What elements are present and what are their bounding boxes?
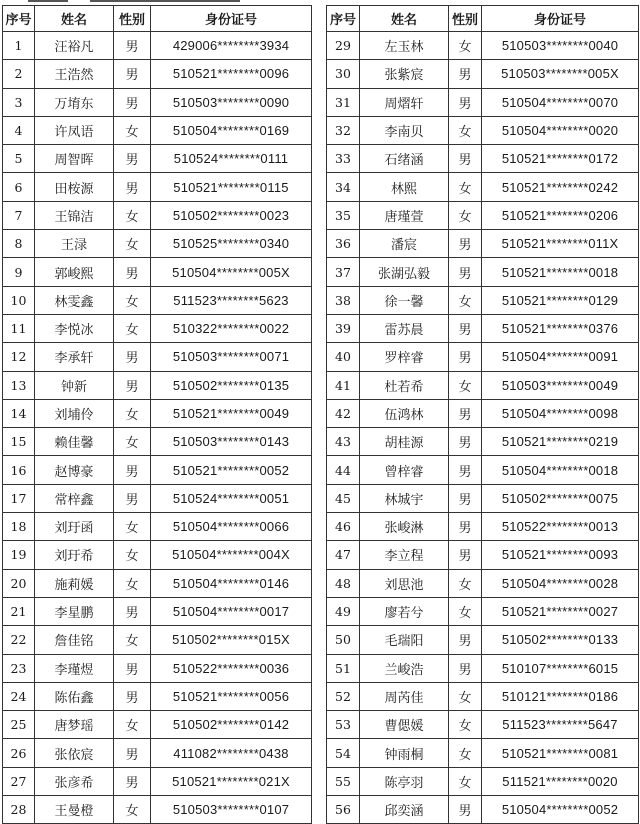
row-gender: 男 xyxy=(114,60,151,88)
table-row xyxy=(3,371,312,399)
row-name: 汪裕凡 xyxy=(35,32,114,60)
row-gender: 男 xyxy=(114,597,151,625)
table-row xyxy=(3,739,312,767)
row-id-number: 510504********0070 xyxy=(482,88,639,116)
table-row xyxy=(327,60,639,88)
table-row xyxy=(3,513,312,541)
row-gender: 女 xyxy=(449,739,482,767)
row-name: 刘玗希 xyxy=(35,541,114,569)
row-gender: 男 xyxy=(449,654,482,682)
row-id-number: 510504********0028 xyxy=(482,569,639,597)
row-serial-number: 13 xyxy=(3,371,35,399)
header-gender: 性别 xyxy=(449,6,482,32)
row-name: 陈佑鑫 xyxy=(35,682,114,710)
row-name: 邱奕涵 xyxy=(360,796,449,824)
table-header-row xyxy=(3,6,312,32)
row-name: 左玉林 xyxy=(360,32,449,60)
row-id-number: 411082********0438 xyxy=(151,739,312,767)
table-row xyxy=(3,484,312,512)
row-name: 罗梓睿 xyxy=(360,343,449,371)
row-gender: 女 xyxy=(449,201,482,229)
row-name: 李承轩 xyxy=(35,343,114,371)
table-row xyxy=(3,767,312,795)
table-row xyxy=(327,314,639,342)
table-row xyxy=(327,541,639,569)
row-gender: 男 xyxy=(114,767,151,795)
row-id-number: 510503********005X xyxy=(482,60,639,88)
row-id-number: 510502********0133 xyxy=(482,626,639,654)
row-serial-number: 22 xyxy=(3,626,35,654)
row-name: 王曼橙 xyxy=(35,796,114,824)
row-name: 赵博豪 xyxy=(35,456,114,484)
row-serial-number: 15 xyxy=(3,428,35,456)
row-serial-number: 39 xyxy=(327,314,360,342)
row-id-number: 510502********0135 xyxy=(151,371,312,399)
row-gender: 女 xyxy=(449,767,482,795)
row-name: 万堉东 xyxy=(35,88,114,116)
row-serial-number: 48 xyxy=(327,569,360,597)
row-name: 雷苏晨 xyxy=(360,314,449,342)
row-gender: 男 xyxy=(449,230,482,258)
table-row xyxy=(3,258,312,286)
row-name: 曾梓睿 xyxy=(360,456,449,484)
row-serial-number: 50 xyxy=(327,626,360,654)
row-gender: 男 xyxy=(114,682,151,710)
row-name: 赖佳馨 xyxy=(35,428,114,456)
row-id-number: 510503********0049 xyxy=(482,371,639,399)
row-serial-number: 8 xyxy=(3,230,35,258)
table-row xyxy=(327,399,639,427)
row-serial-number: 19 xyxy=(3,541,35,569)
row-name: 周芮佳 xyxy=(360,682,449,710)
table-row xyxy=(327,682,639,710)
row-gender: 男 xyxy=(114,32,151,60)
row-name: 钟雨桐 xyxy=(360,739,449,767)
row-id-number: 510121********0186 xyxy=(482,682,639,710)
row-gender: 男 xyxy=(114,654,151,682)
row-gender: 男 xyxy=(449,258,482,286)
row-serial-number: 18 xyxy=(3,513,35,541)
row-id-number: 510504********004X xyxy=(151,541,312,569)
row-gender: 男 xyxy=(114,371,151,399)
table-row xyxy=(3,569,312,597)
table-row xyxy=(3,597,312,625)
row-gender: 男 xyxy=(114,484,151,512)
row-name: 张依宸 xyxy=(35,739,114,767)
row-gender: 女 xyxy=(114,399,151,427)
row-gender: 男 xyxy=(114,258,151,286)
row-serial-number: 44 xyxy=(327,456,360,484)
table-row xyxy=(327,286,639,314)
row-gender: 男 xyxy=(449,145,482,173)
row-serial-number: 31 xyxy=(327,88,360,116)
row-name: 李悦冰 xyxy=(35,314,114,342)
row-gender: 男 xyxy=(449,626,482,654)
table-row xyxy=(327,88,639,116)
table-row xyxy=(3,428,312,456)
table-row xyxy=(3,145,312,173)
row-serial-number: 4 xyxy=(3,116,35,144)
table-row xyxy=(327,32,639,60)
row-id-number: 510521********0027 xyxy=(482,597,639,625)
row-id-number: 510503********0071 xyxy=(151,343,312,371)
row-gender: 男 xyxy=(114,173,151,201)
row-serial-number: 3 xyxy=(3,88,35,116)
row-name: 毛瑞阳 xyxy=(360,626,449,654)
row-name: 周熠轩 xyxy=(360,88,449,116)
row-id-number: 510503********0107 xyxy=(151,796,312,824)
row-name: 林城宇 xyxy=(360,484,449,512)
table-row xyxy=(3,626,312,654)
row-id-number: 510521********0081 xyxy=(482,739,639,767)
table-row xyxy=(327,569,639,597)
table-row xyxy=(327,654,639,682)
table-row xyxy=(327,626,639,654)
row-serial-number: 52 xyxy=(327,682,360,710)
row-name: 张彦希 xyxy=(35,767,114,795)
row-id-number: 510521********0018 xyxy=(482,258,639,286)
row-name: 兰峻浩 xyxy=(360,654,449,682)
row-id-number: 510521********0096 xyxy=(151,60,312,88)
row-gender: 男 xyxy=(449,88,482,116)
table-row xyxy=(3,399,312,427)
row-serial-number: 14 xyxy=(3,399,35,427)
row-id-number: 510504********0169 xyxy=(151,116,312,144)
table-row xyxy=(327,371,639,399)
row-id-number: 429006********3934 xyxy=(151,32,312,60)
row-name: 钟新 xyxy=(35,371,114,399)
row-id-number: 510502********0142 xyxy=(151,711,312,739)
row-name: 刘思池 xyxy=(360,569,449,597)
row-serial-number: 45 xyxy=(327,484,360,512)
row-serial-number: 5 xyxy=(3,145,35,173)
row-name: 许凤语 xyxy=(35,116,114,144)
table-row xyxy=(327,767,639,795)
row-name: 廖若兮 xyxy=(360,597,449,625)
header-name: 姓名 xyxy=(35,6,114,32)
row-gender: 女 xyxy=(114,541,151,569)
table-row xyxy=(3,654,312,682)
row-gender: 女 xyxy=(114,314,151,342)
table-row xyxy=(3,682,312,710)
row-name: 林熙 xyxy=(360,173,449,201)
table-row xyxy=(327,513,639,541)
row-serial-number: 51 xyxy=(327,654,360,682)
row-name: 林雯鑫 xyxy=(35,286,114,314)
row-gender: 女 xyxy=(114,513,151,541)
row-id-number: 510504********0066 xyxy=(151,513,312,541)
row-id-number: 510521********0376 xyxy=(482,314,639,342)
row-serial-number: 6 xyxy=(3,173,35,201)
row-serial-number: 11 xyxy=(3,314,35,342)
row-gender: 女 xyxy=(114,428,151,456)
row-gender: 男 xyxy=(449,60,482,88)
row-gender: 男 xyxy=(449,513,482,541)
row-name: 王浩然 xyxy=(35,60,114,88)
row-name: 刘埔伶 xyxy=(35,399,114,427)
row-serial-number: 49 xyxy=(327,597,360,625)
table-row xyxy=(327,116,639,144)
row-gender: 女 xyxy=(114,286,151,314)
row-name: 李星鹏 xyxy=(35,597,114,625)
row-serial-number: 28 xyxy=(3,796,35,824)
row-gender: 女 xyxy=(449,32,482,60)
row-name: 施莉媛 xyxy=(35,569,114,597)
table-header-row xyxy=(327,6,639,32)
row-name: 唐瑾萱 xyxy=(360,201,449,229)
row-id-number: 510504********0098 xyxy=(482,399,639,427)
row-name: 伍鸿林 xyxy=(360,399,449,427)
row-serial-number: 32 xyxy=(327,116,360,144)
table-row xyxy=(327,343,639,371)
row-serial-number: 26 xyxy=(3,739,35,767)
row-name: 曹偲媛 xyxy=(360,711,449,739)
header-serial-number: 序号 xyxy=(3,6,35,32)
row-id-number: 510504********0018 xyxy=(482,456,639,484)
row-name: 张湖弘毅 xyxy=(360,258,449,286)
row-name: 田桉源 xyxy=(35,173,114,201)
row-name: 陈亭羽 xyxy=(360,767,449,795)
row-id-number: 510502********0023 xyxy=(151,201,312,229)
row-gender: 女 xyxy=(114,626,151,654)
row-gender: 男 xyxy=(114,739,151,767)
row-name: 张峻淋 xyxy=(360,513,449,541)
row-id-number: 510503********0143 xyxy=(151,428,312,456)
row-gender: 女 xyxy=(114,116,151,144)
row-gender: 女 xyxy=(114,796,151,824)
table-row xyxy=(327,597,639,625)
row-serial-number: 20 xyxy=(3,569,35,597)
row-id-number: 510521********0093 xyxy=(482,541,639,569)
row-gender: 男 xyxy=(449,456,482,484)
header-gender: 性别 xyxy=(114,6,151,32)
row-gender: 男 xyxy=(449,343,482,371)
table-row xyxy=(3,32,312,60)
row-serial-number: 10 xyxy=(3,286,35,314)
row-serial-number: 30 xyxy=(327,60,360,88)
row-id-number: 510503********0040 xyxy=(482,32,639,60)
row-id-number: 511523********5647 xyxy=(482,711,639,739)
row-serial-number: 25 xyxy=(3,711,35,739)
table-row xyxy=(327,230,639,258)
row-name: 石绪涵 xyxy=(360,145,449,173)
row-serial-number: 37 xyxy=(327,258,360,286)
table-row xyxy=(3,286,312,314)
table-row xyxy=(327,484,639,512)
table-row xyxy=(327,428,639,456)
row-gender: 男 xyxy=(449,796,482,824)
table-row xyxy=(327,796,639,824)
row-serial-number: 33 xyxy=(327,145,360,173)
row-name: 胡桂源 xyxy=(360,428,449,456)
row-id-number: 510521********0242 xyxy=(482,173,639,201)
row-name: 李瑾煜 xyxy=(35,654,114,682)
row-serial-number: 27 xyxy=(3,767,35,795)
row-id-number: 511521********0020 xyxy=(482,767,639,795)
row-name: 王渌 xyxy=(35,230,114,258)
row-gender: 女 xyxy=(449,597,482,625)
row-id-number: 511523********5623 xyxy=(151,286,312,314)
header-serial-number: 序号 xyxy=(327,6,360,32)
row-gender: 女 xyxy=(114,201,151,229)
row-gender: 男 xyxy=(114,88,151,116)
row-gender: 女 xyxy=(449,286,482,314)
row-gender: 男 xyxy=(449,399,482,427)
row-name: 常梓鑫 xyxy=(35,484,114,512)
row-serial-number: 41 xyxy=(327,371,360,399)
row-serial-number: 29 xyxy=(327,32,360,60)
table-row xyxy=(3,60,312,88)
row-serial-number: 35 xyxy=(327,201,360,229)
row-serial-number: 24 xyxy=(3,682,35,710)
table-row xyxy=(327,201,639,229)
row-id-number: 510521********0206 xyxy=(482,201,639,229)
row-gender: 男 xyxy=(449,484,482,512)
row-gender: 男 xyxy=(449,314,482,342)
row-id-number: 510521********0052 xyxy=(151,456,312,484)
row-serial-number: 16 xyxy=(3,456,35,484)
row-id-number: 510503********0090 xyxy=(151,88,312,116)
row-serial-number: 56 xyxy=(327,796,360,824)
roster-table-right xyxy=(326,5,639,824)
table-row xyxy=(3,711,312,739)
row-id-number: 510107********6015 xyxy=(482,654,639,682)
row-gender: 男 xyxy=(114,456,151,484)
row-id-number: 510504********005X xyxy=(151,258,312,286)
table-row xyxy=(327,145,639,173)
row-name: 唐梦瑶 xyxy=(35,711,114,739)
row-serial-number: 55 xyxy=(327,767,360,795)
table-row xyxy=(3,541,312,569)
row-gender: 男 xyxy=(449,541,482,569)
table-row xyxy=(3,343,312,371)
row-serial-number: 34 xyxy=(327,173,360,201)
row-serial-number: 53 xyxy=(327,711,360,739)
table-row xyxy=(3,201,312,229)
row-serial-number: 42 xyxy=(327,399,360,427)
row-id-number: 510504********0091 xyxy=(482,343,639,371)
table-row xyxy=(3,796,312,824)
row-id-number: 510522********0036 xyxy=(151,654,312,682)
row-gender: 女 xyxy=(114,711,151,739)
row-name: 詹佳铭 xyxy=(35,626,114,654)
table-row xyxy=(3,230,312,258)
table-row xyxy=(3,116,312,144)
roster-body-right xyxy=(327,32,639,824)
row-gender: 女 xyxy=(449,371,482,399)
table-row xyxy=(327,711,639,739)
row-serial-number: 12 xyxy=(3,343,35,371)
row-gender: 男 xyxy=(114,145,151,173)
row-id-number: 510504********0052 xyxy=(482,796,639,824)
table-row xyxy=(3,456,312,484)
row-id-number: 510524********0051 xyxy=(151,484,312,512)
table-row xyxy=(3,314,312,342)
row-gender: 女 xyxy=(449,116,482,144)
header-id-number: 身份证号 xyxy=(482,6,639,32)
row-id-number: 510524********0111 xyxy=(151,145,312,173)
row-name: 张紫宸 xyxy=(360,60,449,88)
row-serial-number: 7 xyxy=(3,201,35,229)
row-id-number: 510521********021X xyxy=(151,767,312,795)
row-gender: 女 xyxy=(114,230,151,258)
row-id-number: 510521********0129 xyxy=(482,286,639,314)
row-serial-number: 38 xyxy=(327,286,360,314)
header-name: 姓名 xyxy=(360,6,449,32)
row-name: 李南贝 xyxy=(360,116,449,144)
row-name: 杜若希 xyxy=(360,371,449,399)
row-name: 刘玗函 xyxy=(35,513,114,541)
row-id-number: 510521********011X xyxy=(482,230,639,258)
roster-body-left xyxy=(3,32,312,824)
row-id-number: 510504********0146 xyxy=(151,569,312,597)
row-serial-number: 54 xyxy=(327,739,360,767)
row-name: 徐一馨 xyxy=(360,286,449,314)
row-name: 郭峻熙 xyxy=(35,258,114,286)
table-row xyxy=(327,173,639,201)
row-gender: 女 xyxy=(449,682,482,710)
table-row xyxy=(3,173,312,201)
row-id-number: 510504********0017 xyxy=(151,597,312,625)
row-serial-number: 2 xyxy=(3,60,35,88)
row-id-number: 510522********0013 xyxy=(482,513,639,541)
row-serial-number: 47 xyxy=(327,541,360,569)
table-row xyxy=(3,88,312,116)
row-id-number: 510525********0340 xyxy=(151,230,312,258)
table-row xyxy=(327,258,639,286)
row-id-number: 510521********0115 xyxy=(151,173,312,201)
row-serial-number: 23 xyxy=(3,654,35,682)
table-row xyxy=(327,456,639,484)
row-serial-number: 1 xyxy=(3,32,35,60)
row-serial-number: 43 xyxy=(327,428,360,456)
row-gender: 女 xyxy=(449,569,482,597)
row-gender: 男 xyxy=(114,343,151,371)
row-name: 李立程 xyxy=(360,541,449,569)
row-name: 周智晖 xyxy=(35,145,114,173)
row-gender: 女 xyxy=(114,569,151,597)
row-serial-number: 46 xyxy=(327,513,360,541)
row-gender: 女 xyxy=(449,173,482,201)
row-id-number: 510322********0022 xyxy=(151,314,312,342)
row-gender: 女 xyxy=(449,711,482,739)
row-id-number: 510521********0219 xyxy=(482,428,639,456)
row-id-number: 510521********0056 xyxy=(151,682,312,710)
table-row xyxy=(327,739,639,767)
row-id-number: 510521********0049 xyxy=(151,399,312,427)
row-name: 潘宸 xyxy=(360,230,449,258)
row-serial-number: 21 xyxy=(3,597,35,625)
row-id-number: 510502********015X xyxy=(151,626,312,654)
roster-table-left xyxy=(2,5,312,824)
row-serial-number: 40 xyxy=(327,343,360,371)
header-id-number: 身份证号 xyxy=(151,6,312,32)
row-id-number: 510502********0075 xyxy=(482,484,639,512)
row-id-number: 510504********0020 xyxy=(482,116,639,144)
row-serial-number: 17 xyxy=(3,484,35,512)
row-id-number: 510521********0172 xyxy=(482,145,639,173)
row-gender: 男 xyxy=(449,428,482,456)
row-name: 王锦洁 xyxy=(35,201,114,229)
row-serial-number: 9 xyxy=(3,258,35,286)
row-serial-number: 36 xyxy=(327,230,360,258)
